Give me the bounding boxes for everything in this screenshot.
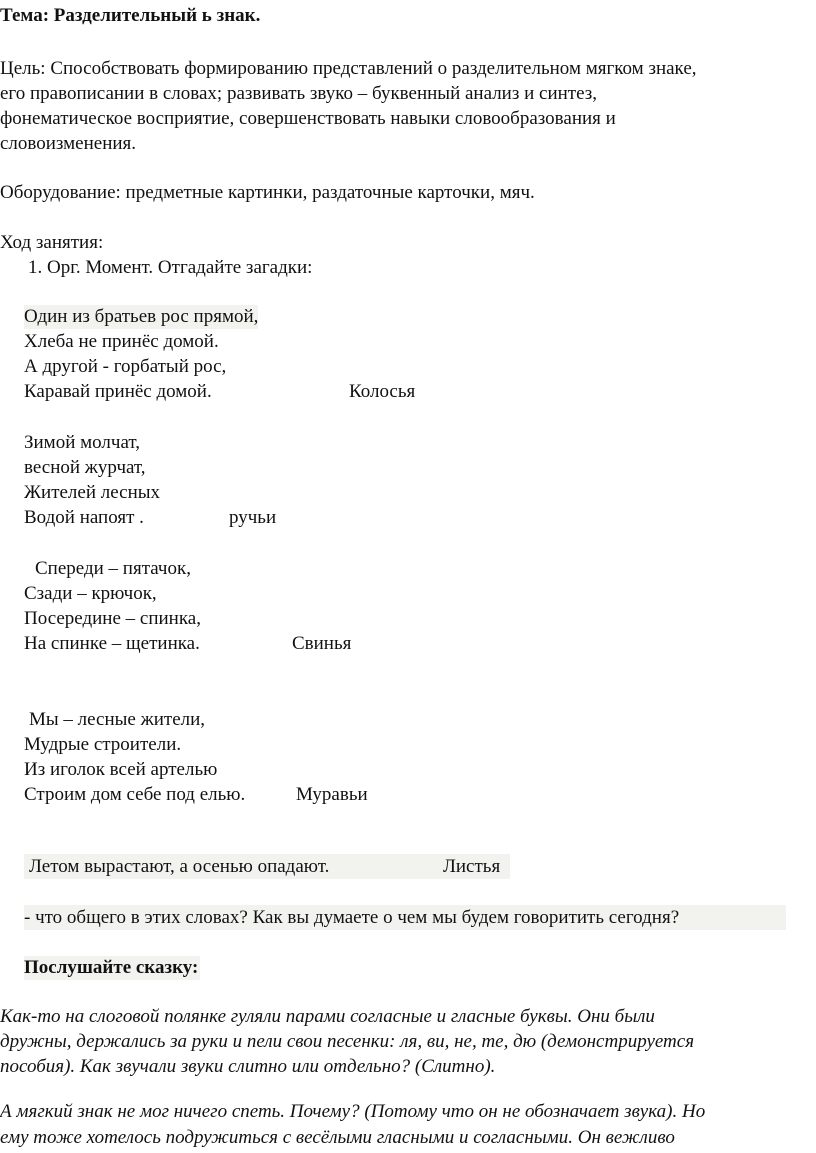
goal-line-4: словоизменения. bbox=[0, 133, 137, 154]
question: - что общего в этих словах? Как вы думаете о чем мы будем говоритить сегодня? bbox=[24, 907, 680, 928]
riddle-2-line-4: Водой напоят . bbox=[24, 507, 144, 528]
riddle-3-line-2: Сзади – крючок, bbox=[24, 583, 157, 604]
riddle-2-answer: ручьи bbox=[229, 507, 277, 528]
goal-line-3: фонематическое восприятие, совершенствовать навыки словообразования и bbox=[0, 108, 616, 129]
goal-line-2: его правописании в словах; развивать звуко – буквенный анализ и синтез, bbox=[0, 83, 598, 104]
riddle-1-line-1: Один из братьев рос прямой, bbox=[24, 306, 259, 327]
equipment: Оборудование: предметные картинки, раздаточные карточки, мяч. bbox=[0, 182, 535, 203]
riddle-4-line-2: Мудрые строители. bbox=[24, 734, 182, 755]
riddle-5-answer: Листья bbox=[443, 856, 501, 877]
riddle-3-line-1: Спереди – пятачок, bbox=[35, 558, 191, 579]
riddle-2-line-3: Жителей лесных bbox=[24, 482, 161, 503]
riddle-3-answer: Свинья bbox=[292, 633, 352, 654]
riddle-2-line-1: Зимой молчат, bbox=[24, 432, 141, 453]
story-2-line-1: А мягкий знак не мог ничего спеть. Почему? (Потому что он не обозначает звука). Но bbox=[0, 1101, 706, 1122]
riddle-4-answer: Муравьи bbox=[296, 784, 368, 805]
course-heading: Ход занятия: bbox=[0, 232, 104, 253]
riddle-3-line-3: Посередине – спинка, bbox=[24, 608, 201, 629]
riddle-4-line-3: Из иголок всей артелью bbox=[24, 759, 218, 780]
riddle-1-line-4: Каравай принёс домой. bbox=[24, 381, 212, 402]
lesson-title: Тема: Разделительный ь знак. bbox=[0, 5, 261, 26]
riddle-2-line-2: весной журчат, bbox=[24, 457, 146, 478]
story-1-line-1: Как-то на слоговой полянке гуляли парами согласные и гласные буквы. Они были bbox=[0, 1006, 655, 1027]
riddle-1-answer: Колосья bbox=[349, 381, 416, 402]
riddle-4-line-1: Мы – лесные жители, bbox=[29, 709, 206, 730]
story-2-line-2: ему тоже хотелось подружиться с весёлыми гласными и согласными. Он вежливо bbox=[0, 1127, 675, 1148]
goal-line-1: Цель: Способствовать формированию представлений о разделительном мягком знаке, bbox=[0, 58, 697, 79]
riddle-1-line-2: Хлеба не принёс домой. bbox=[24, 331, 219, 352]
story-1-line-2: дружны, держались за руки и пели свои песенки: ля, ви, не, те, дю (демонстрируется bbox=[0, 1031, 695, 1052]
step-1: 1. Орг. Момент. Отгадайте загадки: bbox=[28, 257, 313, 278]
listen-heading: Послушайте сказку: bbox=[24, 957, 199, 978]
riddle-4-line-4: Строим дом себе под елью. bbox=[24, 784, 246, 805]
story-1-line-3: пособия). Как звучали звуки слитно или отдельно? (Слитно). bbox=[0, 1056, 496, 1077]
riddle-5-line: Летом вырастают, а осенью опадают. bbox=[29, 856, 330, 877]
riddle-1-line-3: А другой - горбатый рос, bbox=[24, 356, 227, 377]
riddle-3-line-4: На спинке – щетинка. bbox=[24, 633, 200, 654]
